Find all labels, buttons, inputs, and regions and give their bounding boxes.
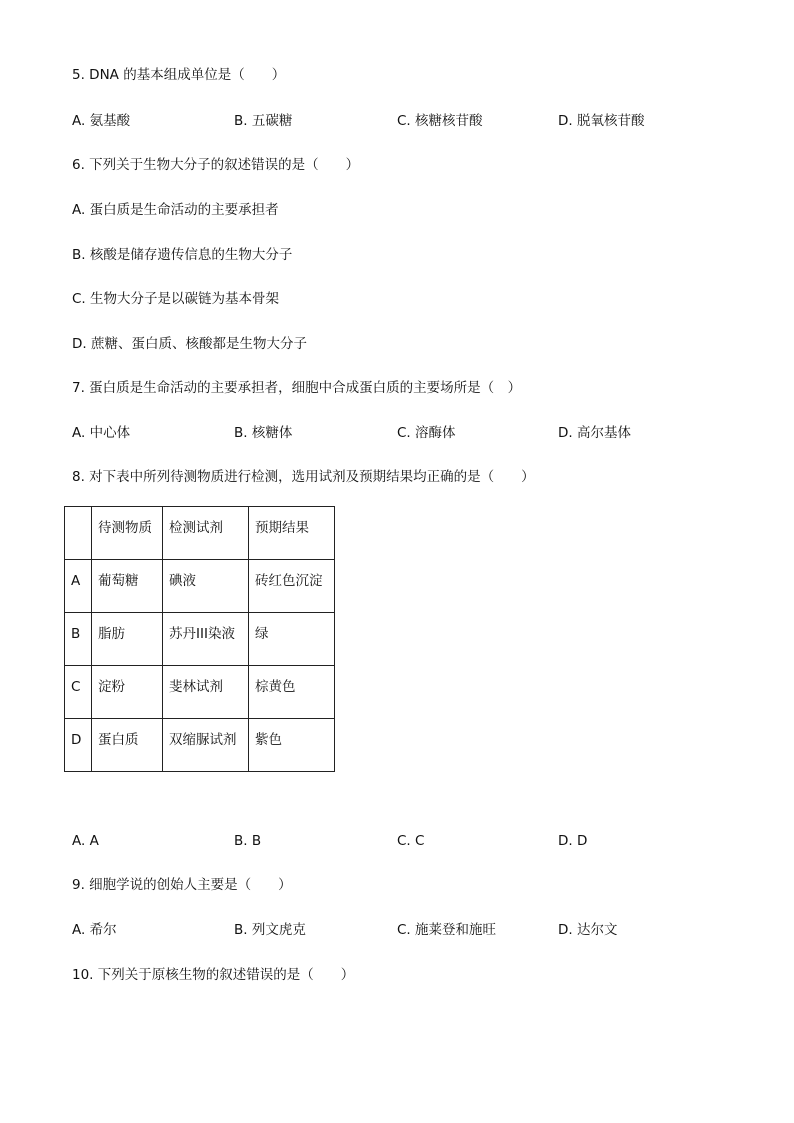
question-6-option-a: A. 蛋白质是生命活动的主要承担者: [72, 202, 279, 218]
table-cell: A: [65, 560, 92, 613]
table-cell: 葡萄糖: [92, 560, 163, 613]
question-10-stem: 10. 下列关于原核生物的叙述错误的是（ ）: [72, 967, 355, 983]
table-header-cell: [65, 507, 92, 560]
question-8-option-d: D. D: [558, 833, 588, 849]
table-cell: B: [65, 613, 92, 666]
question-7-option-c: C. 溶酶体: [397, 425, 456, 441]
question-8-option-a: A. A: [72, 833, 99, 849]
table-cell: 苏丹III染液: [163, 613, 249, 666]
question-6-option-d: D. 蔗糖、蛋白质、核酸都是生物大分子: [72, 336, 307, 352]
question-6-option-b: B. 核酸是储存遗传信息的生物大分子: [72, 247, 293, 263]
question-5-option-d: D. 脱氧核苷酸: [558, 113, 645, 129]
question-9-option-a: A. 希尔: [72, 922, 117, 938]
table-cell: 脂肪: [92, 613, 163, 666]
question-7-stem: 7. 蛋白质是生命活动的主要承担者，细胞中合成蛋白质的主要场所是（ ）: [72, 380, 522, 396]
table-cell: 砖红色沉淀: [249, 560, 335, 613]
question-6-option-c: C. 生物大分子是以碳链为基本骨架: [72, 291, 280, 307]
table-cell: 绿: [249, 613, 335, 666]
table-cell: D: [65, 719, 92, 772]
table-row: [65, 613, 335, 666]
table-cell: 斐林试剂: [163, 666, 249, 719]
table-cell: C: [65, 666, 92, 719]
table-cell: 紫色: [249, 719, 335, 772]
question-9-stem: 9. 细胞学说的创始人主要是（ ）: [72, 877, 292, 893]
question-8-option-c: C. C: [397, 833, 425, 849]
question-5-option-a: A. 氨基酸: [72, 113, 131, 129]
question-7-option-d: D. 高尔基体: [558, 425, 631, 441]
table-cell: 棕黄色: [249, 666, 335, 719]
question-9-option-d: D. 达尔文: [558, 922, 618, 938]
table-header-cell: 待测物质: [92, 507, 163, 560]
table-header-cell: 检测试剂: [163, 507, 249, 560]
question-9-option-c: C. 施莱登和施旺: [397, 922, 497, 938]
table-header-row: [65, 507, 335, 560]
question-8-stem: 8. 对下表中所列待测物质进行检测，选用试剂及预期结果均正确的是（ ）: [72, 469, 535, 485]
detection-table: [64, 506, 335, 772]
question-9-option-b: B. 列文虎克: [234, 922, 306, 938]
question-8-option-b: B. B: [234, 833, 262, 849]
table-cell: 碘液: [163, 560, 249, 613]
table-cell: 淀粉: [92, 666, 163, 719]
question-5-option-b: B. 五碳糖: [234, 113, 293, 129]
table-row: [65, 719, 335, 772]
question-7-option-b: B. 核糖体: [234, 425, 293, 441]
table-row: [65, 560, 335, 613]
table-header-cell: 预期结果: [249, 507, 335, 560]
table-row: [65, 666, 335, 719]
question-7-option-a: A. 中心体: [72, 425, 131, 441]
table-cell: 蛋白质: [92, 719, 163, 772]
question-5-option-c: C. 核糖核苷酸: [397, 113, 483, 129]
question-5-stem: 5. DNA 的基本组成单位是（ ）: [72, 67, 286, 83]
question-6-stem: 6. 下列关于生物大分子的叙述错误的是（ ）: [72, 157, 360, 173]
table-cell: 双缩脲试剂: [163, 719, 249, 772]
